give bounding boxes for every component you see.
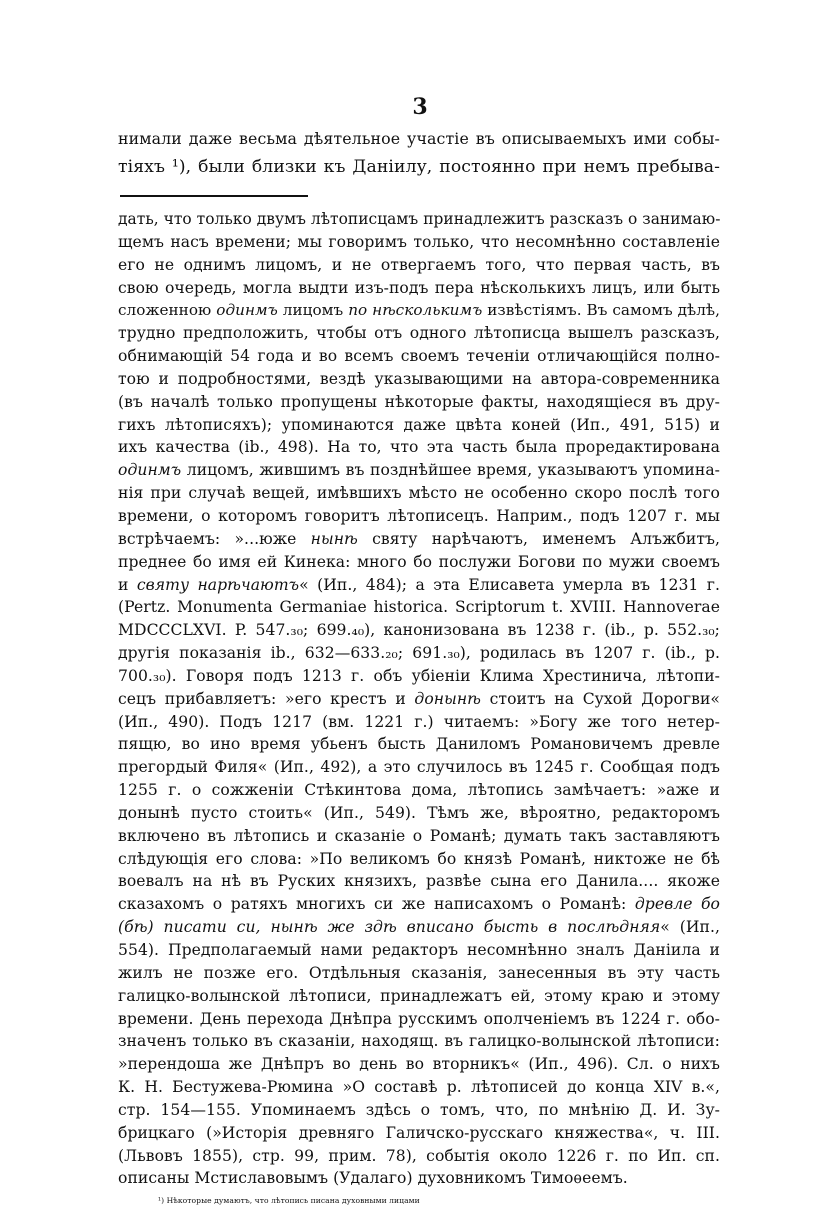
footnote-line: другія показанія ib., 632—633.₂₀; 691.₃₀), родилась въ 1207 г. (ib., p.	[118, 644, 720, 663]
italic-phrase: нынѣ	[310, 529, 358, 548]
footnote-line: свою очередь, могла выдти изъ-подъ пера нѣсколькихъ лицъ, или быть	[118, 278, 720, 297]
footnote-line: донынѣ пусто стоить« (Ип., 549). Тѣмъ же, вѣроятно, редакторомъ	[118, 803, 720, 822]
footnote-block	[118, 208, 720, 1213]
footnote-line: сецъ прибавляетъ: »его крестъ и донынѣ стоитъ на Сухой Дорогви«	[118, 689, 720, 708]
footnote-line: гихъ лѣтописяхъ); упоминаются даже цвѣта коней (Ип., 491, 515) и	[118, 415, 720, 434]
footnote-line: ихъ качества (ib., 498). На то, что эта часть была проредактирована	[118, 438, 720, 457]
footnote-line: описаны Мстиславовымъ (Удалаго) духовникомъ Тимоѳеемъ.	[118, 1169, 628, 1188]
footnote-line: (Ип., 490). Подъ 1217 (вм. 1221 г.) читаемъ: »Богу же того нетер-	[118, 712, 720, 731]
footnote-line: обнимающій 54 года и во всемъ своемъ теченіи отличающійся полно-	[118, 347, 720, 366]
footnote-line: тою и подробностями, вездѣ указывающими на автора-современника	[118, 369, 720, 388]
main-text	[118, 124, 720, 182]
italic-phrase: донынѣ	[414, 689, 481, 708]
footnote-line: галицко-волынской лѣтописи, принадлежатъ ей, этому краю и этому	[118, 986, 720, 1005]
footnote-line: MDCCCLXVI. P. 547.₃₀; 699.₄₀), канонизована въ 1238 г. (ib., p. 552.₃₀;	[118, 621, 720, 640]
footnote-separator	[120, 195, 308, 197]
italic-phrase: святу нарѣчаютъ	[136, 575, 300, 594]
footnote-line: пящю, во ино время убьенъ бысть Даниломъ Романовичемъ древле	[118, 735, 720, 754]
main-line: тіяхъ ¹), были близки къ Даніилу, постоянно при немъ пребыва-	[118, 157, 720, 177]
footnote-line: 554). Предполагаемый нами редакторъ несомнѣнно зналъ Даніила и	[118, 941, 720, 959]
footnote-line: воевалъ на нѣ въ Руских князихъ, развѣе сына его Данила.... якоже	[118, 872, 720, 891]
italic-phrase: одинмъ	[118, 461, 182, 480]
footnote-line: (Pertz. Monumenta Germaniae historica. Scriptorum t. XVIII. Hannoverae	[118, 598, 720, 617]
footnote-line: и святу нарѣчаютъ« (Ип., 484); а эта Елисавета умерла въ 1231 г.	[118, 575, 721, 594]
italic-phrase: по нѣсколькимъ	[348, 301, 483, 320]
footnote-line: времени, о которомъ говоритъ лѣтописецъ. Наприм., подъ 1207 г. мы	[118, 506, 720, 525]
footnote-line: брицкаго (»Исторія древняго Галичско-русскаго княжества«, ч. III.	[118, 1123, 720, 1142]
footnote-line: трудно предположить, чтобы отъ одного лѣтописца вышелъ разсказъ,	[118, 324, 720, 343]
footnote-line: 1255 г. о сожженіи Стѣкинтова дома, лѣтопись замѣчаетъ: »аже и	[118, 781, 720, 800]
footnote-line: К. Н. Бестужева-Рюмина »О составѣ р. лѣтописей до конца XIV в.«,	[118, 1078, 720, 1097]
footnote-line: прегордый Филя« (Ип., 492), а это случилось въ 1245 г. Сообщая подъ	[118, 758, 720, 777]
footnote-line: времени. День перехода Днѣпра русскимъ ополченіемъ въ 1224 г. обо-	[118, 1009, 720, 1028]
italic-phrase: (бѣ) писати си, нынѣ же здѣ вписано бысть в послѣдняя	[118, 918, 661, 937]
footnote-line: слѣдующія его слова: »По великомъ бо князѣ Романѣ, никтоже не бѣ	[118, 849, 720, 868]
footnote-line: сложенною одинмъ лицомъ по нѣсколькимъ извѣстіямъ. Въ самомъ дѣлѣ,	[118, 301, 720, 320]
page-number: 3	[412, 94, 428, 120]
footnote-line: стр. 154—155. Упоминаемъ здѣсь о томъ, что, по мнѣнію Д. И. Зу-	[118, 1100, 720, 1119]
main-line: нимали даже весьма дѣятельное участіе въ описываемыхъ ими собы-	[118, 129, 720, 148]
footnote-line: включено въ лѣтопись и сказаніе о Романѣ; думать такъ заставляютъ	[118, 826, 720, 845]
footnote-line: преднее бо имя ей Кинека: много бо послужи Богови по мужи своемъ	[118, 552, 720, 571]
footnote-line: (Львовъ 1855), стр. 99, прим. 78), событія около 1226 г. по Ип. сп.	[118, 1146, 720, 1165]
footnote-line: (бѣ) писати си, нынѣ же здѣ вписано бысть в послѣдняя« (Ип.,	[118, 918, 720, 937]
footnote-line: жилъ не позже его. Отдѣльныя сказанія, занесенныя въ эту часть	[118, 963, 720, 982]
footnote-line: его не однимъ лицомъ, и не отвергаемъ того, что первая часть, въ	[118, 255, 720, 274]
footnote-line: значенъ только въ сказаніи, находящ. въ галицко-волынской лѣтописи:	[118, 1032, 720, 1051]
footnote-line: встрѣчаемъ: »...юже нынѣ святу нарѣчаютъ, именемъ Алъжбитъ,	[118, 529, 721, 548]
italic-phrase: одинмъ	[216, 301, 278, 320]
footnote-1: ¹) Нѣкоторые думаютъ, что лѣтопись писана духовными лицами	[158, 1196, 420, 1206]
footnote-line: »перендоша же Днѣпръ во день во вторникъ« (Ип., 496). Сл. о нихъ	[118, 1055, 720, 1074]
footnote-line: нія при случаѣ вещей, имѣвшихъ мѣсто не особенно скоро послѣ того	[118, 484, 720, 503]
footnote-line: дать, что только двумъ лѣтописцамъ принадлежитъ разсказъ о занимаю-	[118, 210, 721, 228]
italic-phrase: древле бо	[634, 895, 720, 914]
footnote-line: одинмъ лицомъ, жившимъ въ позднѣйшее время, указываютъ упомина-	[118, 461, 720, 480]
footnote-line: 700.₃₀). Говоря подъ 1213 г. объ убіеніи Клима Хрестинича, лѣтопи-	[118, 666, 720, 685]
footnote-line: (въ началѣ только пропущены нѣкоторые факты, находящіеся въ дру-	[118, 392, 720, 411]
footnote-line: щемъ насъ времени; мы говоримъ только, что несомнѣнно составленіе	[118, 232, 720, 251]
footnote-line: сказахомъ о ратяхъ многихъ си же написахомъ о Романѣ: древле бо	[118, 895, 720, 914]
